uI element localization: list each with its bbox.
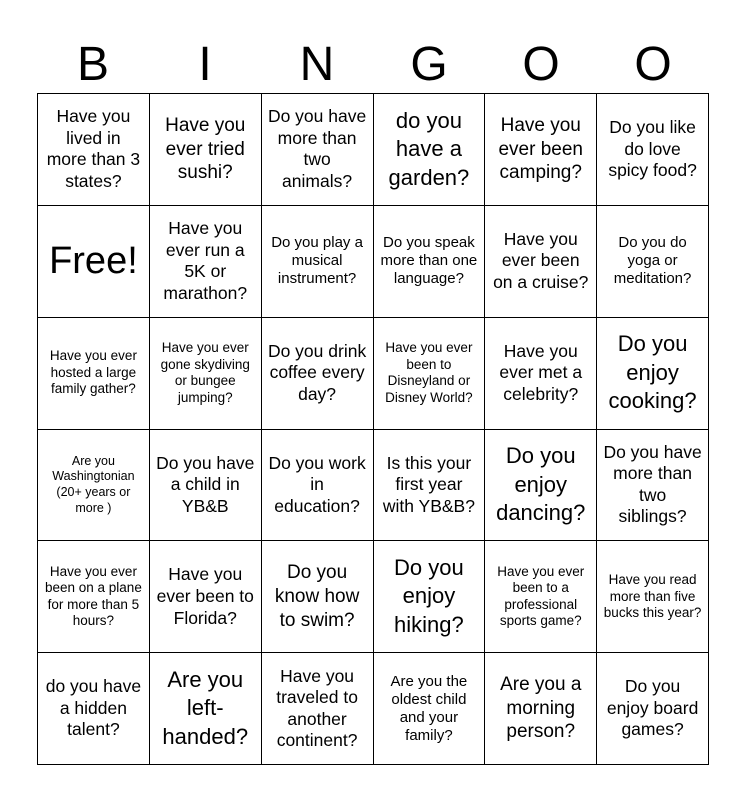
header-letter-n: N <box>299 38 335 91</box>
bingo-cell-r5-c3[interactable]: Are you the oldest child and your family? <box>374 653 486 765</box>
bingo-cell-r3-c4[interactable]: Do you enjoy dancing? <box>485 430 597 542</box>
bingo-cell-r4-c2[interactable]: Do you know how to swim? <box>262 541 374 653</box>
header-letter-i: I <box>198 38 212 91</box>
header-letter-o-2: O <box>634 38 672 91</box>
bingo-cell-r4-c4[interactable]: Have you ever been to a professional sports game? <box>485 541 597 653</box>
bingo-cell-r1-c5[interactable]: Do you do yoga or meditation? <box>597 206 709 318</box>
bingo-cell-r4-c3[interactable]: Do you enjoy hiking? <box>374 541 486 653</box>
bingo-header <box>37 36 709 94</box>
bingo-cell-r5-c4[interactable]: Are you a morning person? <box>485 653 597 765</box>
bingo-cell-r2-c4[interactable]: Have you ever met a celebrity? <box>485 318 597 430</box>
bingo-cell-r1-c3[interactable]: Do you speak more than one language? <box>374 206 486 318</box>
header-letter-o: O <box>522 38 560 91</box>
bingo-board <box>37 93 709 765</box>
bingo-cell-r4-c0[interactable]: Have you ever been on a plane for more than 5 hours? <box>38 541 150 653</box>
bingo-cell-r0-c1[interactable]: Have you ever tried sushi? <box>150 94 262 206</box>
bingo-cell-r0-c2[interactable]: Do you have more than two animals? <box>262 94 374 206</box>
bingo-cell-r0-c5[interactable]: Do you like do love spicy food? <box>597 94 709 206</box>
bingo-cell-r1-c2[interactable]: Do you play a musical instrument? <box>262 206 374 318</box>
bingo-cell-r1-c4[interactable]: Have you ever been on a cruise? <box>485 206 597 318</box>
bingo-cell-r5-c2[interactable]: Have you traveled to another continent? <box>262 653 374 765</box>
bingo-cell-r5-c1[interactable]: Are you left-handed? <box>150 653 262 765</box>
bingo-cell-r2-c5[interactable]: Do you enjoy cooking? <box>597 318 709 430</box>
bingo-cell-r2-c0[interactable]: Have you ever hosted a large family gather? <box>38 318 150 430</box>
bingo-cell-r1-c1[interactable]: Have you ever run a 5K or marathon? <box>150 206 262 318</box>
bingo-cell-r3-c0[interactable]: Are you Washingtonian (20+ years or more ) <box>38 430 150 542</box>
bingo-cell-r3-c2[interactable]: Do you work in education? <box>262 430 374 542</box>
bingo-cell-r4-c1[interactable]: Have you ever been to Florida? <box>150 541 262 653</box>
bingo-cell-r3-c3[interactable]: Is this your first year with YB&B? <box>374 430 486 542</box>
bingo-cell-r0-c4[interactable]: Have you ever been camping? <box>485 94 597 206</box>
bingo-cell-r5-c5[interactable]: Do you enjoy board games? <box>597 653 709 765</box>
bingo-cell-free[interactable]: Free! <box>38 206 150 318</box>
bingo-cell-r2-c1[interactable]: Have you ever gone skydiving or bungee jumping? <box>150 318 262 430</box>
bingo-cell-r4-c5[interactable]: Have you read more than five bucks this year? <box>597 541 709 653</box>
bingo-cell-r3-c5[interactable]: Do you have more than two siblings? <box>597 430 709 542</box>
bingo-cell-r0-c0[interactable]: Have you lived in more than 3 states? <box>38 94 150 206</box>
bingo-cell-r2-c2[interactable]: Do you drink coffee every day? <box>262 318 374 430</box>
bingo-cell-r2-c3[interactable]: Have you ever been to Disneyland or Disney World? <box>374 318 486 430</box>
bingo-cell-r0-c3[interactable]: do you have a garden? <box>374 94 486 206</box>
bingo-cell-r3-c1[interactable]: Do you have a child in YB&B <box>150 430 262 542</box>
header-letter-b: B <box>76 38 109 91</box>
header-letter-g: G <box>410 38 448 91</box>
bingo-cell-r5-c0[interactable]: do you have a hidden talent? <box>38 653 150 765</box>
